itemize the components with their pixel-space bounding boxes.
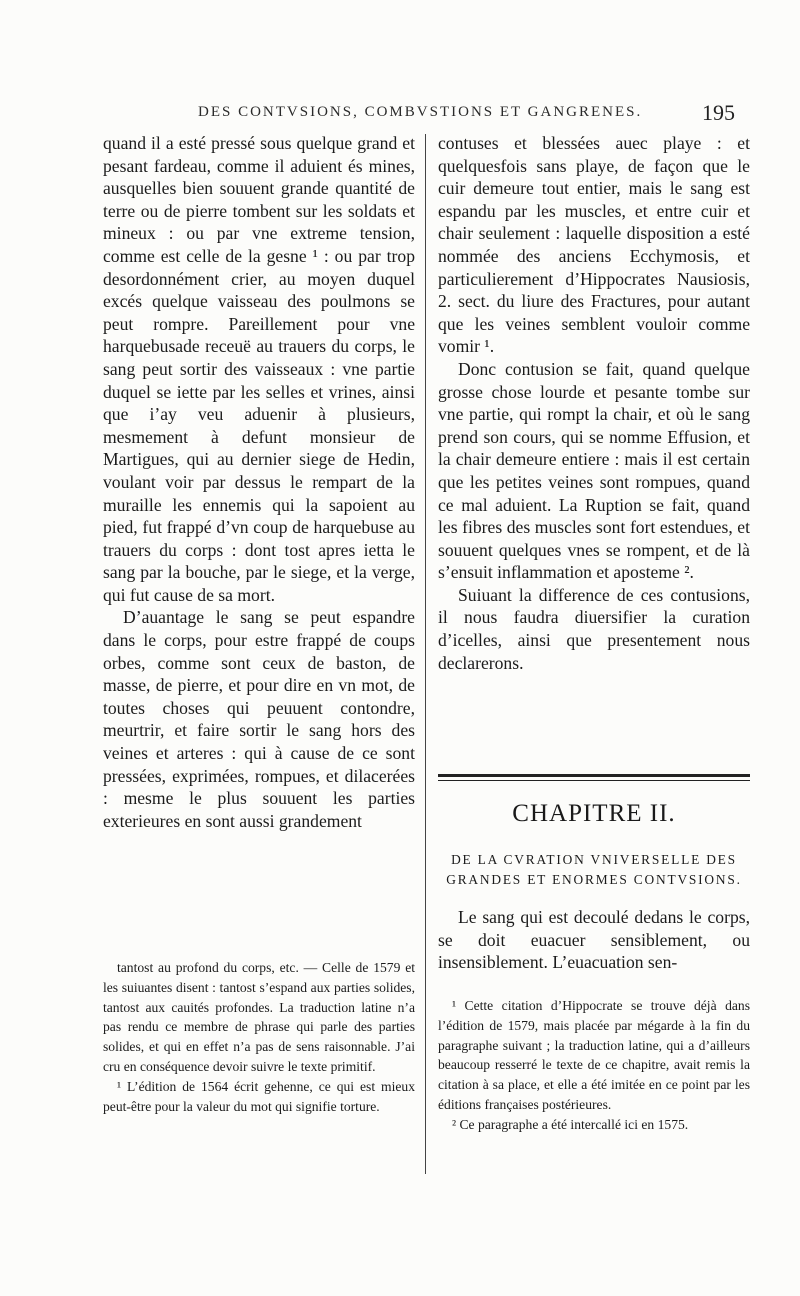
left-column <box>103 132 415 832</box>
footnotes-right <box>438 996 750 1135</box>
thin-rule <box>438 780 750 781</box>
chapter-title: CHAPITRE II. <box>512 800 676 827</box>
chapter-body <box>438 906 750 974</box>
footnotes-left <box>103 958 415 1116</box>
page-number: 195 <box>702 100 735 125</box>
paragraph: contuses et blessées auec playe : et quelquesfois sans playe, de façon que le cuir demeure tout entier, mais le sang est espandu par les muscles, et entre cuir et chair seulement : laquelle disposition a esté nommée des anciens Ecchymosis, et particulierement d’Hippocrates Nausiosis, 2. sect. du liure des Fractures, pour autant que les veines semblent vouloir comme vomir ¹. <box>438 133 750 357</box>
column-divider <box>425 134 426 1174</box>
paragraph: Donc contusion se fait, quand quelque grosse chose lourde et pesante tombe sur vne partie, qui rompt la chair, et où le sang prend son cours, qui se nomme Effusion, et la chair demeure entiere : mais il est certain que les petites veines sont rompues, quand ce mal aduient. La Ruption se fait, quand les fibres des muscles sont fort estendues, et souuent quelques vnes se rompent, et de là s’ensuit inflammation et aposteme ². <box>438 358 750 583</box>
footnote: ¹ L’édition de 1564 écrit gehenne, ce qui est mieux peut-être pour la valeur du mot qui signifie torture. <box>103 1078 415 1114</box>
footnote: ² Ce paragraphe a été intercallé ici en 1575. <box>452 1116 689 1132</box>
chapter-subtitle: DE LA CVRATION VNIVERSELLE DES GRANDES ET ENORMES CONTVSIONS. <box>446 852 742 887</box>
footnote: ¹ Cette citation d’Hippocrate se trouve déjà dans l’édition de 1579, mais placée par mégarde à la fin du paragraphe suivant ; la traduction latine, qui a d’ailleurs beaucoup resserré le texte de ce chapitre, avait remis la citation à sa place, et elle a été imitée en ce point par les éditions françaises postérieures. <box>438 998 750 1112</box>
paragraph: Suiuant la difference de ces contusions, il nous faudra diuersifier la curation d’icelles, ainsi que presentement nous declarerons. <box>438 584 750 673</box>
running-title: DES CONTVSIONS, COMBVSTIONS ET GANGRENES. <box>198 104 643 120</box>
thick-rule <box>438 774 750 777</box>
right-column <box>438 132 750 674</box>
chapter-separator <box>438 774 750 781</box>
paragraph: Le sang qui est decoulé dedans le corps, se doit euacuer sensiblement, ou insensiblement. L’euacuation sen- <box>438 907 750 973</box>
paragraph: D’auantage le sang se peut espandre dans le corps, pour estre frappé de coups orbes, comme sont ceux de baston, de masse, de pierre, et pour dire en vn mot, de toutes choses qui peuuent contondre, meurtrir, et faire sortir le sang hors des veines et arteres : qui à cause de ce sont pressées, exprimées, rompues, et dilacerées : mesme le plus souuent les parties exterieures en sont aussi grandement <box>103 607 415 831</box>
paragraph: quand il a esté pressé sous quelque grand et pesant fardeau, comme il aduient és mines, ausquelles bien souuent grande quantité de terre ou de pierre tombent sur les soldats et mineux : ou par vne extreme tension, comme est celle de la gesne ¹ : ou par trop desordonnément crier, au moyen duquel excés quelque vaisseau des poulmons se peut rompre. Pareillement pour vne harquebusade receuë au trauers du corps, le sang peut sortir des vaisseaux : vne partie duquel se iette par les selles et vrines, ainsi que i’ay veu aduenir à plusieurs, mesmement à defunt monsieur de Martigues, qui au dernier siege de Hedin, voulant voir par dessus le rempart de la muraille les ennemis qui la sapoient au pied, fut frappé d’vn coup de harquebuse au trauers du corps : dont tost apres ietta le sang par la bouche, par le siege, et la verge, qui fut cause de sa mort. <box>103 133 415 605</box>
footnote: tantost au profond du corps, etc. — Celle de 1579 et les suiuantes disent : tantost s’espand aux parties solides, tantost aux cauités profondes. La traduction latine n’a pas rendu ce membre de phrase qui parle des parties solides, et qui en effet n’a pas de sens raisonnable. J’ai cru en conséquence devoir suivre le texte primitif. <box>103 960 415 1074</box>
